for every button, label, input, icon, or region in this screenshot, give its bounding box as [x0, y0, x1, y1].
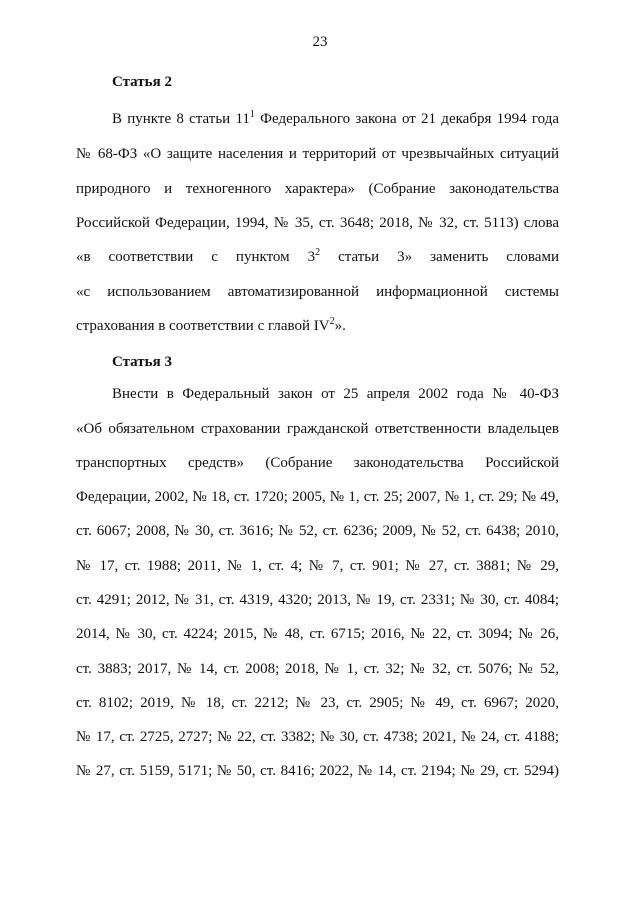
article-3-line-2: «Об обязательном страховании гражданской ответственности владельцев	[76, 421, 559, 437]
article-2-line-2: № 68-ФЗ «О защите населения и территорий от чрезвычайных ситуаций	[76, 146, 559, 162]
article-2-line-6: «с использованием автоматизированной информационной системы	[76, 284, 559, 300]
article-2-line-7: страхования в соответствии с главой $IV^2$».	[76, 316, 346, 334]
article-3-line-10: ст. 8102; 2019, № 18, ст. 2212; № 23, ст. 2905; № 49, ст. 6967; 2020,	[76, 695, 559, 711]
article-2-line-1: В пункте 8 статьи $11^1$ Федерального закона от 21 декабря 1994 года	[112, 109, 559, 127]
article-3-line-12: № 27, ст. 5159, 5171; № 50, ст. 8416; 2022, № 14, ст. 2194; № 29, ст. 5294)	[76, 763, 559, 779]
article-3-line-5: ст. 6067; 2008, № 30, ст. 3616; № 52, ст. 6236; 2009, № 52, ст. 6438; 2010,	[76, 523, 559, 539]
article-2-heading: Статья 2	[112, 74, 172, 90]
article-3-line-6: № 17, ст. 1988; 2011, № 1, ст. 4; № 7, ст. 901; № 27, ст. 3881; № 29,	[76, 558, 559, 574]
article-3-heading: Статья 3	[112, 354, 172, 370]
article-3-line-7: ст. 4291; 2012, № 31, ст. 4319, 4320; 2013, № 19, ст. 2331; № 30, ст. 4084;	[76, 592, 559, 608]
article-3-line-4: Федерации, 2002, № 18, ст. 1720; 2005, № 1, ст. 25; 2007, № 1, ст. 29; № 49,	[76, 489, 559, 505]
article-3-line-1: Внести в Федеральный закон от 25 апреля 2002 года № 40-ФЗ	[112, 386, 559, 402]
article-3-line-11: № 17, ст. 2725, 2727; № 22, ст. 3382; № 30, ст. 4738; 2021, № 24, ст. 4188;	[76, 729, 559, 745]
article-3-line-9: ст. 3883; 2017, № 14, ст. 2008; 2018, № 1, ст. 32; № 32, ст. 5076; № 52,	[76, 661, 559, 677]
article-3-line-3: транспортных средств» (Собрание законодательства Российской	[76, 455, 559, 471]
article-2-line-4: Российской Федерации, 1994, № 35, ст. 3648; 2018, № 32, ст. 5113) слова	[76, 215, 559, 231]
article-3-line-8: 2014, № 30, ст. 4224; 2015, № 48, ст. 6715; 2016, № 22, ст. 3094; № 26,	[76, 626, 559, 642]
article-2-line-3: природного и техногенного характера» (Собрание законодательства	[76, 181, 559, 197]
page-number: 23	[312, 34, 328, 50]
article-2-line-5: «в соответствии с пунктом $3^2$ статьи 3» заменить словами	[76, 247, 559, 265]
